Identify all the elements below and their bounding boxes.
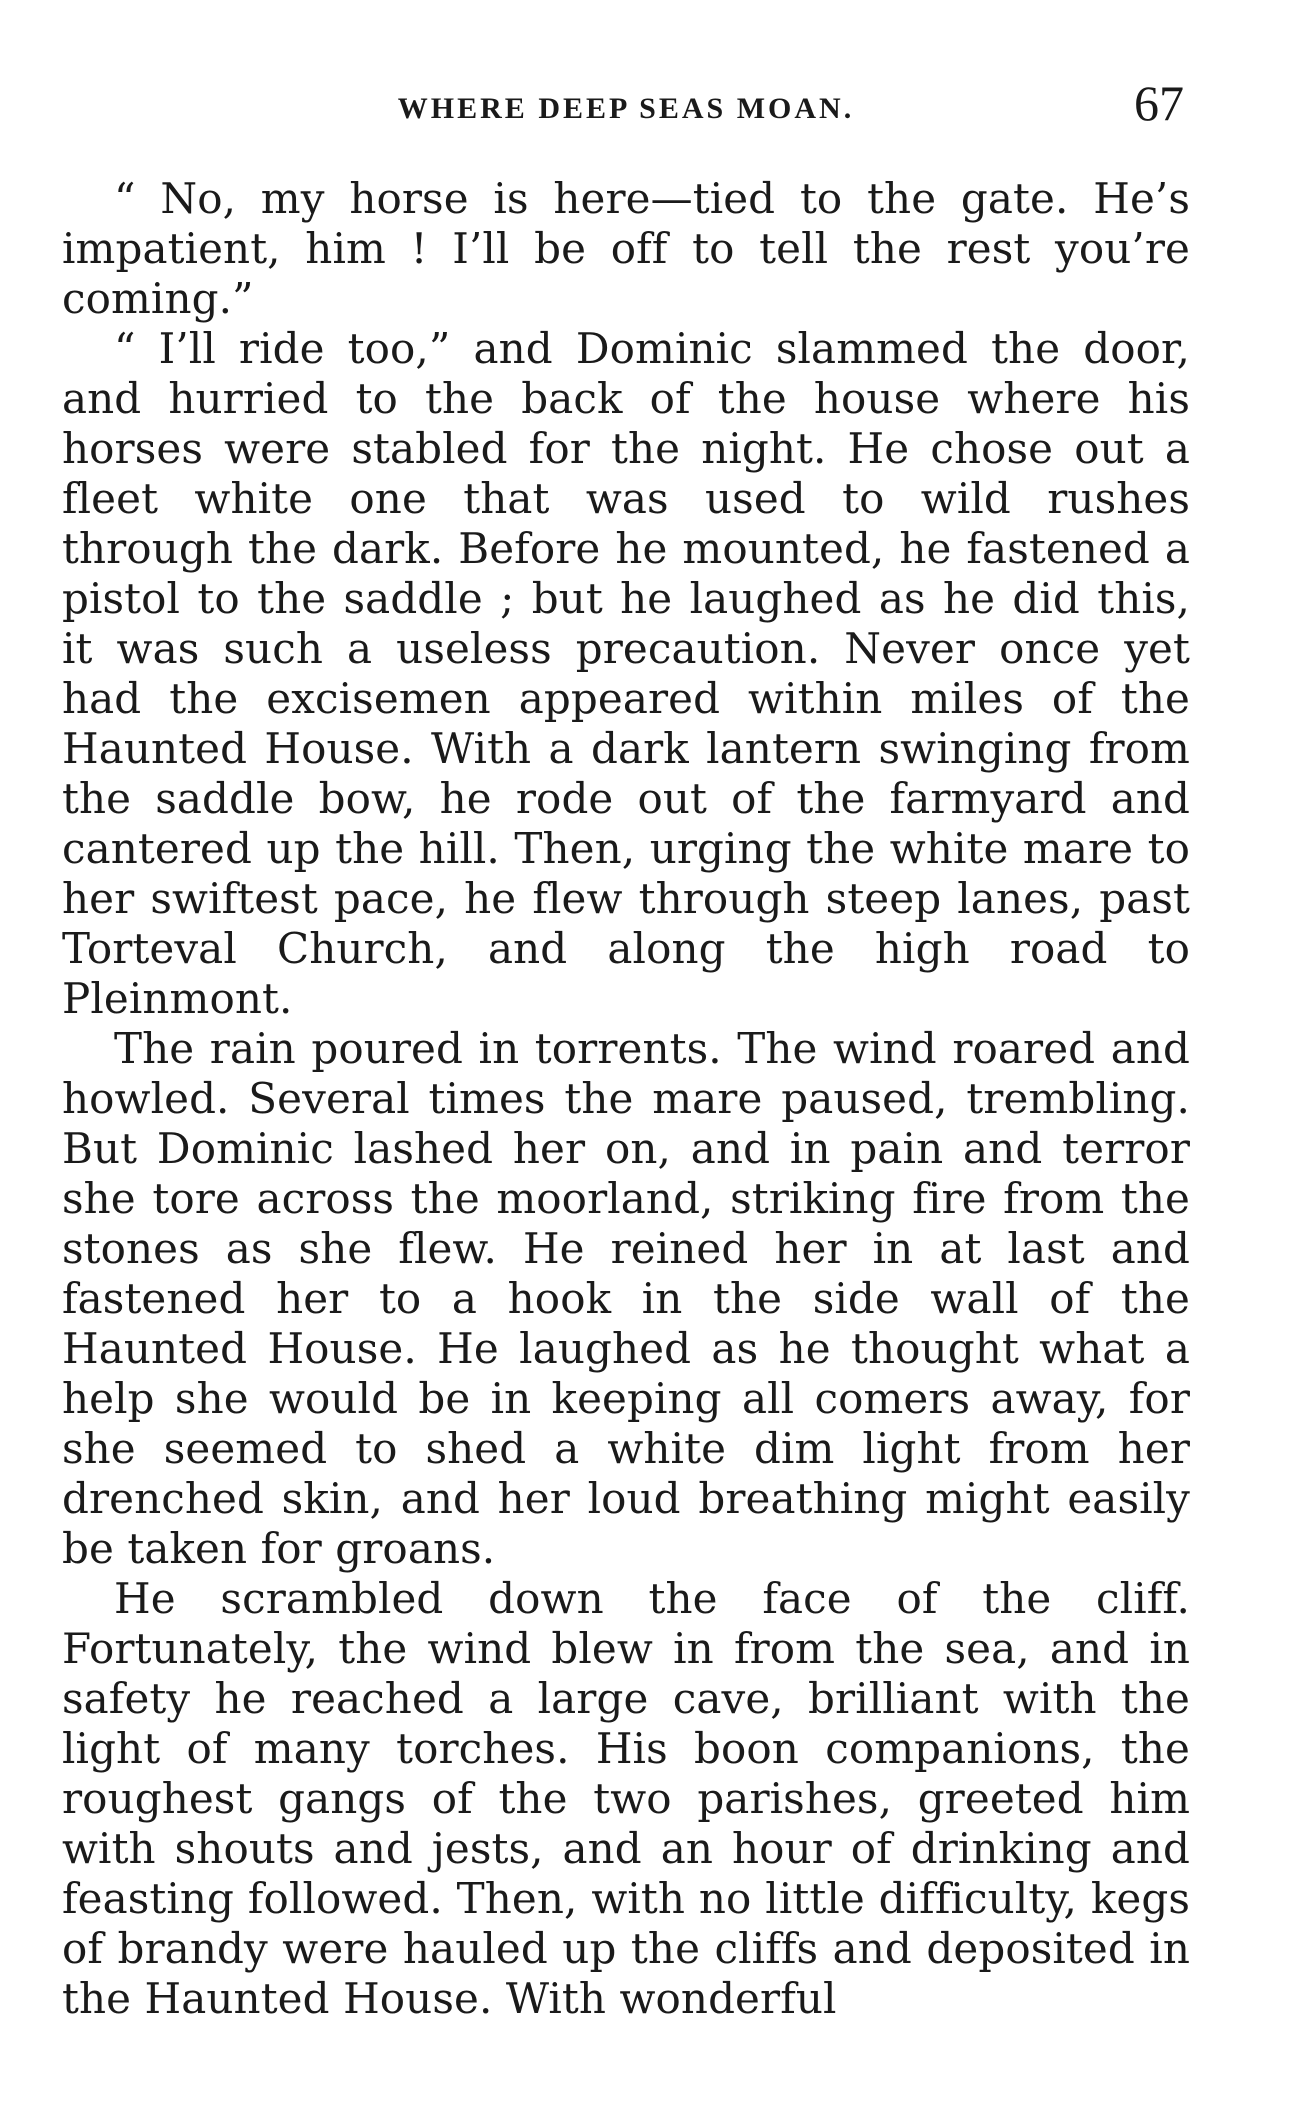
- running-title: WHERE DEEP SEAS MOAN.: [397, 92, 855, 125]
- paragraph-1: “ No, my horse is here—tied to the gate. He’s impatient, him ! I’ll be off to tell the rest you’re coming.”: [62, 174, 1190, 323]
- paragraph-2: “ I’ll ride too,” and Dominic slammed the door, and hurried to the back of the house where his horses were stabled for the night. He chose out a fleet white one that was used to wild rushes through the dark. Before he mounted, he fastened a pistol to the saddle ; but he laughed as he did this, it was such a useless precaution. Never once yet had the excisemen appeared within miles of the Haunted House. With a dark lantern swinging from the saddle bow, he rode out of the farmyard and cantered up the hill. Then, urging the white mare to her swiftest pace, he flew through steep lanes, past Torteval Church, and along the high road to Pleinmont.: [62, 324, 1190, 1023]
- page-number: 67: [1134, 75, 1184, 131]
- body-text: [62, 174, 1190, 2024]
- paragraph-3: The rain poured in torrents. The wind roared and howled. Several times the mare paused, trembling. But Dominic lashed her on, and in pain and terror she tore across the moorland, striking fire from the stones as she flew. He reined her in at last and fastened her to a hook in the side wall of the Haunted House. He laughed as he thought what a help she would be in keeping all comers away, for she seemed to shed a white dim light from her drenched skin, and her loud breathing might easily be taken for groans.: [62, 1024, 1190, 1573]
- paragraph-4: He scrambled down the face of the cliff. Fortunately, the wind blew in from the sea, and in safety he reached a large cave, brilliant with the light of many torches. His boon companions, the roughest gangs of the two parishes, greeted him with shouts and jests, and an hour of drinking and feasting followed. Then, with no little difficulty, kegs of brandy were hauled up the cliffs and deposited in the Haunted House. With wonderful: [62, 1574, 1190, 2023]
- book-page: [62, 70, 1190, 2080]
- running-header: [62, 70, 1190, 160]
